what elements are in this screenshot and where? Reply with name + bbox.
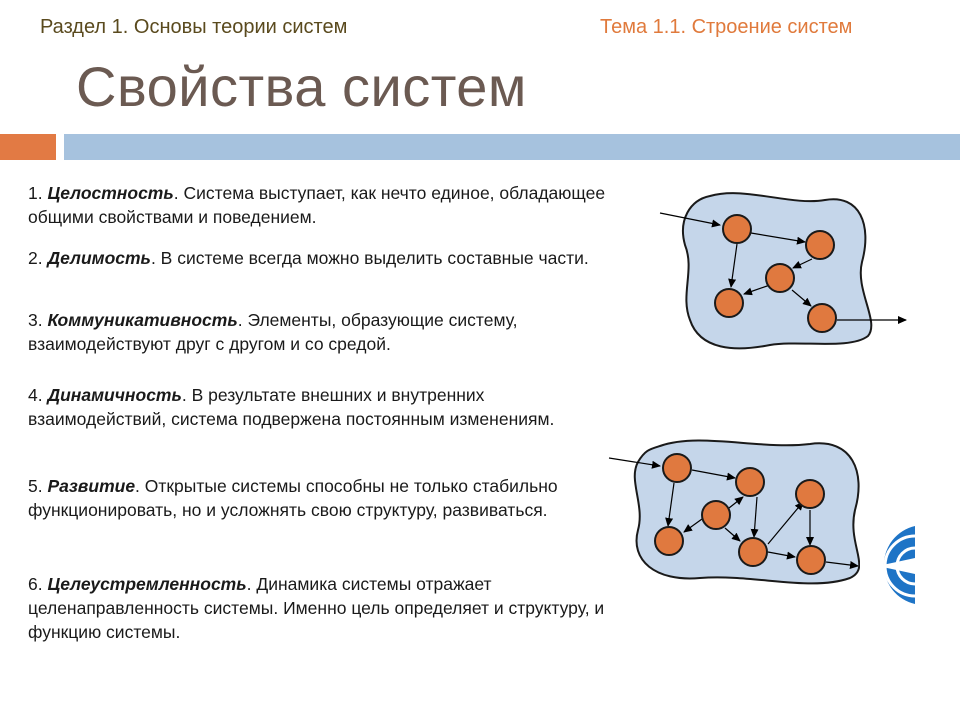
property-text: . В системе всегда можно выделить составные части. xyxy=(150,248,589,268)
property-term: Динамичность xyxy=(47,385,182,405)
system-node xyxy=(796,480,824,508)
property-text: . Система выступает, как нечто единое, обладающее общими свойствами и поведением. xyxy=(28,183,606,227)
property-term: Целостность xyxy=(47,183,174,203)
system-node xyxy=(715,289,743,317)
property-number: 1. xyxy=(28,183,48,203)
system-node xyxy=(808,304,836,332)
property-term: Целеустремленность xyxy=(47,574,247,594)
property-integrity xyxy=(28,181,608,229)
property-text: . Динамика системы отражает целенаправленность системы. Именно цель определяет и структуру, и функцию системы. xyxy=(28,574,605,642)
system-node xyxy=(655,527,683,555)
accent-bar-blue xyxy=(64,134,960,160)
page-title: Свойства систем xyxy=(76,55,527,118)
property-number: 4. xyxy=(28,385,48,405)
system-node xyxy=(739,538,767,566)
system-node xyxy=(736,468,764,496)
property-term: Делимость xyxy=(47,248,151,268)
system-node xyxy=(806,231,834,259)
accent-bar-orange xyxy=(0,134,56,160)
system-node xyxy=(723,215,751,243)
property-text: . Элементы, образующие систему, взаимодействуют друг с другом и со средой. xyxy=(28,310,518,354)
property-dynamism xyxy=(28,383,608,431)
property-term: Развитие xyxy=(47,476,136,496)
property-purposefulness xyxy=(28,572,608,644)
property-text: . В результате внешних и внутренних взаимодействий, система подвержена постоянным изменениям. xyxy=(28,385,555,429)
system-node xyxy=(766,264,794,292)
property-text: . Открытые системы способны не только стабильно функционировать, но и усложнять свою структуру, развиваться. xyxy=(28,476,558,520)
system-node xyxy=(797,546,825,574)
property-development xyxy=(28,474,608,522)
property-number: 5. xyxy=(28,476,48,496)
topic-label: Тема 1.1. Строение систем xyxy=(600,16,853,38)
property-number: 6. xyxy=(28,574,48,594)
system-node xyxy=(702,501,730,529)
property-divisibility xyxy=(28,246,608,270)
target-icon xyxy=(860,526,920,604)
property-number: 2. xyxy=(28,248,48,268)
system-node xyxy=(663,454,691,482)
property-communicativeness xyxy=(28,308,608,356)
section-label: Раздел 1. Основы теории систем xyxy=(40,16,348,38)
property-term: Коммуникативность xyxy=(47,310,238,330)
system-diagram-purposeful xyxy=(609,441,920,604)
property-number: 3. xyxy=(28,310,48,330)
system-diagram-simple xyxy=(660,193,906,348)
system-diagrams xyxy=(600,176,940,616)
